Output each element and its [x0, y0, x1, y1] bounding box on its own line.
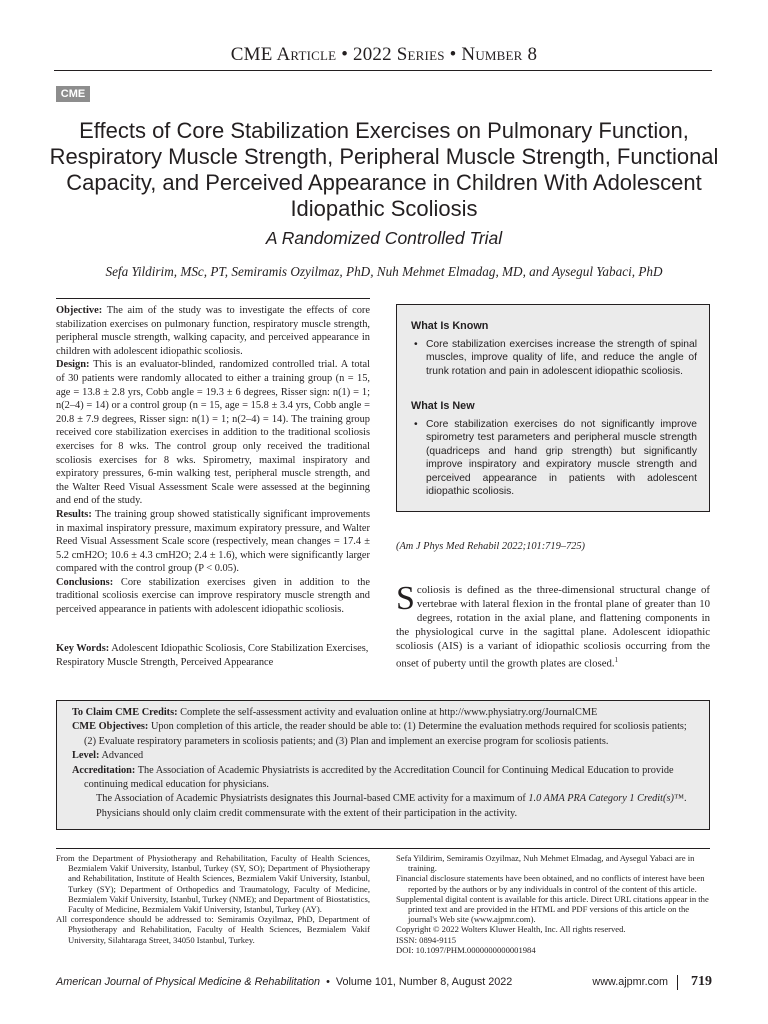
- objectives-text: Upon completion of this article, the reader should be able to: (1) Determine the evaluation methods required for scoliosis patients; (2) Evaluate respiratory parameters in scoliosis patients; and (3) Plan and implement an exercise program for scoliosis patients.: [84, 721, 687, 747]
- abstract-objective: [56, 304, 370, 358]
- known-list: [411, 338, 697, 378]
- cme-accreditation: [72, 764, 698, 793]
- page-footer: [56, 976, 712, 994]
- level-text: Advanced: [101, 750, 144, 762]
- objective-text: The aim of the study was to investigate the effects of core stabilization exercises on pulmonary function, respiratory muscle strength, peripheral muscle strength, walking capacity, and perceived appearance in children with adolescent idiopathic scoliosis.: [56, 305, 370, 357]
- supplemental-note: Supplemental digital content is available for this article. Direct URL citations appear in the printed text and are provided in the HTML and PDF versions of this article on the journal's Web site (www.ajpmr.com).: [396, 893, 709, 925]
- affiliations-note: From the Department of Physiotherapy and Rehabilitation, Faculty of Health Sciences, Bezmialem Vakif University, Istanbul, Turkey (SY, SO); Department of Physiotherapy and Rehabilitation, Institute of Health Sciences, Bezmialem Vakif University, Istanbul, Turkey (SY); Department of Orthopedics and Traumatology, Faculty of Medicine, Bezmialem Vakif University, Istanbul, Turkey (NME); and Department of Biostatistics, Faculty of Medicine, Bezmialem Vakif University, Istanbul, Turkey (AY).: [56, 853, 370, 915]
- new-item: • Core stabilization exercises do not significantly improve spirometry test parameters and peripheral muscle strength (quadriceps and hand grip strength) but significantly improve inspiratory and expiratory muscle strength and perceived appearance in patients with adolescent idiopathic scoliosis.: [411, 418, 697, 498]
- keywords: [56, 642, 370, 669]
- copyright-note: Copyright © 2022 Wolters Kluwer Health, Inc. All rights reserved.: [396, 924, 626, 935]
- author-list: Sefa Yildirim, MSc, PT, Semiramis Ozyilmaz, PhD, Nuh Mehmet Elmadag, MD, and Aysegul Yabaci, PhD: [105, 264, 663, 279]
- disclosure-note: Financial disclosure statements have been obtained, and no conflicts of interest have been reported by the authors or by any individuals in control of the content of this article.: [396, 873, 705, 894]
- keywords-label: Key Words:: [56, 643, 110, 654]
- footnotes-left: [56, 853, 370, 945]
- footnote-divider: [56, 848, 710, 849]
- abstract-divider: [56, 298, 370, 299]
- conclusions-label: Conclusions:: [56, 576, 114, 588]
- footer-journal-name: American Journal of Physical Medicine & Rehabilitation: [56, 976, 321, 988]
- objectives-label: CME Objectives:: [72, 721, 149, 733]
- cme-claim: [72, 706, 698, 720]
- journal-citation: (Am J Phys Med Rehabil 2022;101:719–725): [396, 541, 586, 552]
- reference-marker: 1: [614, 655, 619, 664]
- abstract-conclusions: [56, 576, 370, 617]
- accreditation-text: The Association of Academic Physiatrists is accredited by the Accreditation Council for Continuing Medical Education to provide continuing medical education for physicians.: [84, 764, 674, 791]
- results-text: The training group showed statistically significant improvements in maximal inspiratory pressure, maximum expiratory pressure, and Walter Reed Visual Assessment Scale score (respectively, mean changes = 17.4 ± 5.2 cmH2O; 10.6 ± 4.3 cmH2O; 2.4 ± 1.6), which were significantly larger compared with the control group (P < 0.05).: [56, 508, 370, 575]
- drop-cap: S: [396, 580, 415, 617]
- what-is-known-box: [396, 304, 710, 512]
- keywords-text: Adolescent Idiopathic Scoliosis, Core Stabilization Exercises, Respiratory Muscle Strength, Perceived Appearance: [56, 643, 369, 668]
- objective-label: Objective:: [56, 305, 103, 316]
- new-list: [411, 418, 697, 498]
- accreditation-label: Accreditation:: [72, 764, 136, 776]
- known-heading: What Is Known: [411, 320, 489, 332]
- cme-objectives: [72, 720, 698, 749]
- page-number: 719: [691, 974, 712, 989]
- designation-pre: The Association of Academic Physiatrists designates this Journal-based CME activity for a maximum of: [96, 793, 526, 805]
- footer-url: www.ajpmr.com: [592, 976, 668, 988]
- claim-label: To Claim CME Credits:: [72, 707, 178, 718]
- designation-post: . Physicians should only claim credit commensurate with the extent of their participation in the activity.: [96, 793, 687, 819]
- footnotes-right: [396, 853, 710, 955]
- footer-bullet: •: [326, 976, 330, 988]
- cme-badge: CME: [56, 86, 90, 102]
- cme-level: [72, 749, 698, 763]
- correspondence-note: All correspondence should be addressed to: Semiramis Ozyilmaz, PhD, Department of Physiotherapy and Rehabilitation, Faculty of Health Sciences, Bezmialem Vakif University, Silahtaraga Street, 34050 Istanbul, Turkey.: [56, 914, 370, 945]
- designation-credit: 1.0 AMA PRA Category 1 Credit(s)™: [528, 793, 684, 805]
- series-header: CME Article • 2022 Series • Number 8: [230, 44, 538, 65]
- intro-paragraph: [396, 580, 710, 671]
- abstract-results: [56, 508, 370, 576]
- article-subtitle: A Randomized Controlled Trial: [265, 228, 503, 248]
- doi-note: DOI: 10.1097/PHM.0000000000001984: [396, 944, 536, 955]
- footer-separator: [677, 975, 678, 990]
- conclusions-text: Core stabilization exercises given in addition to the traditional scoliosis exercise can improve respiratory muscle strength and perceived appearance in patients with adolescent idiopathic scoliosis.: [56, 576, 370, 616]
- cme-designation: [72, 792, 698, 821]
- training-note: Sefa Yildirim, Semiramis Ozyilmaz, Nuh Mehmet Elmadag, and Aysegul Yabaci are in training.: [396, 853, 695, 874]
- article-title: Effects of Core Stabilization Exercises on Pulmonary Function, Respiratory Muscle Strength, Peripheral Muscle Strength, Functional Capacity, and Perceived Appearance in Children With Adolescent Idiopathic Scoliosis: [49, 118, 719, 221]
- footer-issue: Volume 101, Number 8, August 2022: [335, 976, 513, 988]
- intro-text: coliosis is defined as the three-dimensional structural change of vertebrae with lateral flexion in the frontal plane of greater than 10 degrees, rotation in the axial plane, and flattening components in the physiological curve in the sagittal plane. Adolescent idiopathic scoliosis (AIS) is a variant of idiopathic scoliosis occurring from the onset of puberty until the growth plates are closed.: [396, 584, 710, 670]
- level-label: Level:: [72, 750, 100, 762]
- footer-journal-line: [56, 976, 512, 988]
- abstract-design: [56, 358, 370, 508]
- cme-info-box: [56, 700, 710, 830]
- design-label: Design:: [56, 359, 90, 371]
- results-label: Results:: [56, 508, 92, 520]
- design-text: This is an evaluator-blinded, randomized controlled trial. A total of 30 patients were randomly allocated to either a training group (n = 15, age = 13.8 ± 2.8 yrs, Cobb angle = 19.3 ± 6 degrees, Risser sign: n(1) = 1; n(2–4) = 14) or a control group (n = 15, age = 15.8 ± 3.4 yrs, Cobb angle = 20.8 ± 7.9 degrees, Risser sign: n(1) = 1; n(2–4) = 14). The training group received core stabilization exercises in addition to the traditional scoliosis exercises for 8 wks. The control group only received the traditional scoliosis exercises for 8 wks. Spirometry, maximal inspiratory and expiratory pressures, 6-min walking test, peripheral muscle strength, and the Walter Reed Visual Assessment Scale were assessed at the beginning and end of the study.: [56, 359, 370, 507]
- known-item: • Core stabilization exercises increase the strength of spinal muscles, improve quality of life, and reduce the angle of trunk rotation and pain in adolescent idiopathic scoliosis.: [411, 338, 697, 378]
- new-heading: What Is New: [411, 400, 475, 412]
- claim-text: Complete the self-assessment activity and evaluation online at http://www.physiatry.org/JournalCME: [180, 707, 598, 718]
- header-divider: [54, 70, 712, 71]
- abstract: [56, 304, 370, 617]
- issn-note: ISSN: 0894-9115: [396, 934, 457, 945]
